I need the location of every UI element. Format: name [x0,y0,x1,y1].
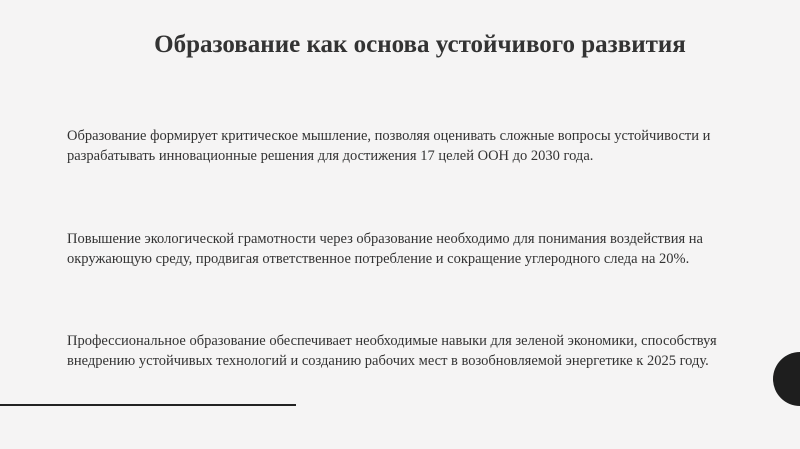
decorative-divider-line [0,404,296,406]
paragraph-professional-education: Профессиональное образование обеспечивает необходимые навыки для зеленой экономики, способствуя внедрению устойчивых технологий и созданию рабочих мест в возобновляемой энергетике к 2025 году. [67,333,717,369]
slide-title: Образование как основа устойчивого развития [154,31,686,58]
decorative-circle [773,352,800,406]
paragraph-critical-thinking: Образование формирует критическое мышление, позволяя оценивать сложные вопросы устойчивости и разрабатывать инновационные решения для достижения 17 целей ООН до 2030 года. [67,128,711,164]
paragraph-ecological-literacy: Повышение экологической грамотности через образование необходимо для понимания воздействия на окружающую среду, продвигая ответственное потребление и сокращение углеродного следа на 20%. [67,231,703,267]
